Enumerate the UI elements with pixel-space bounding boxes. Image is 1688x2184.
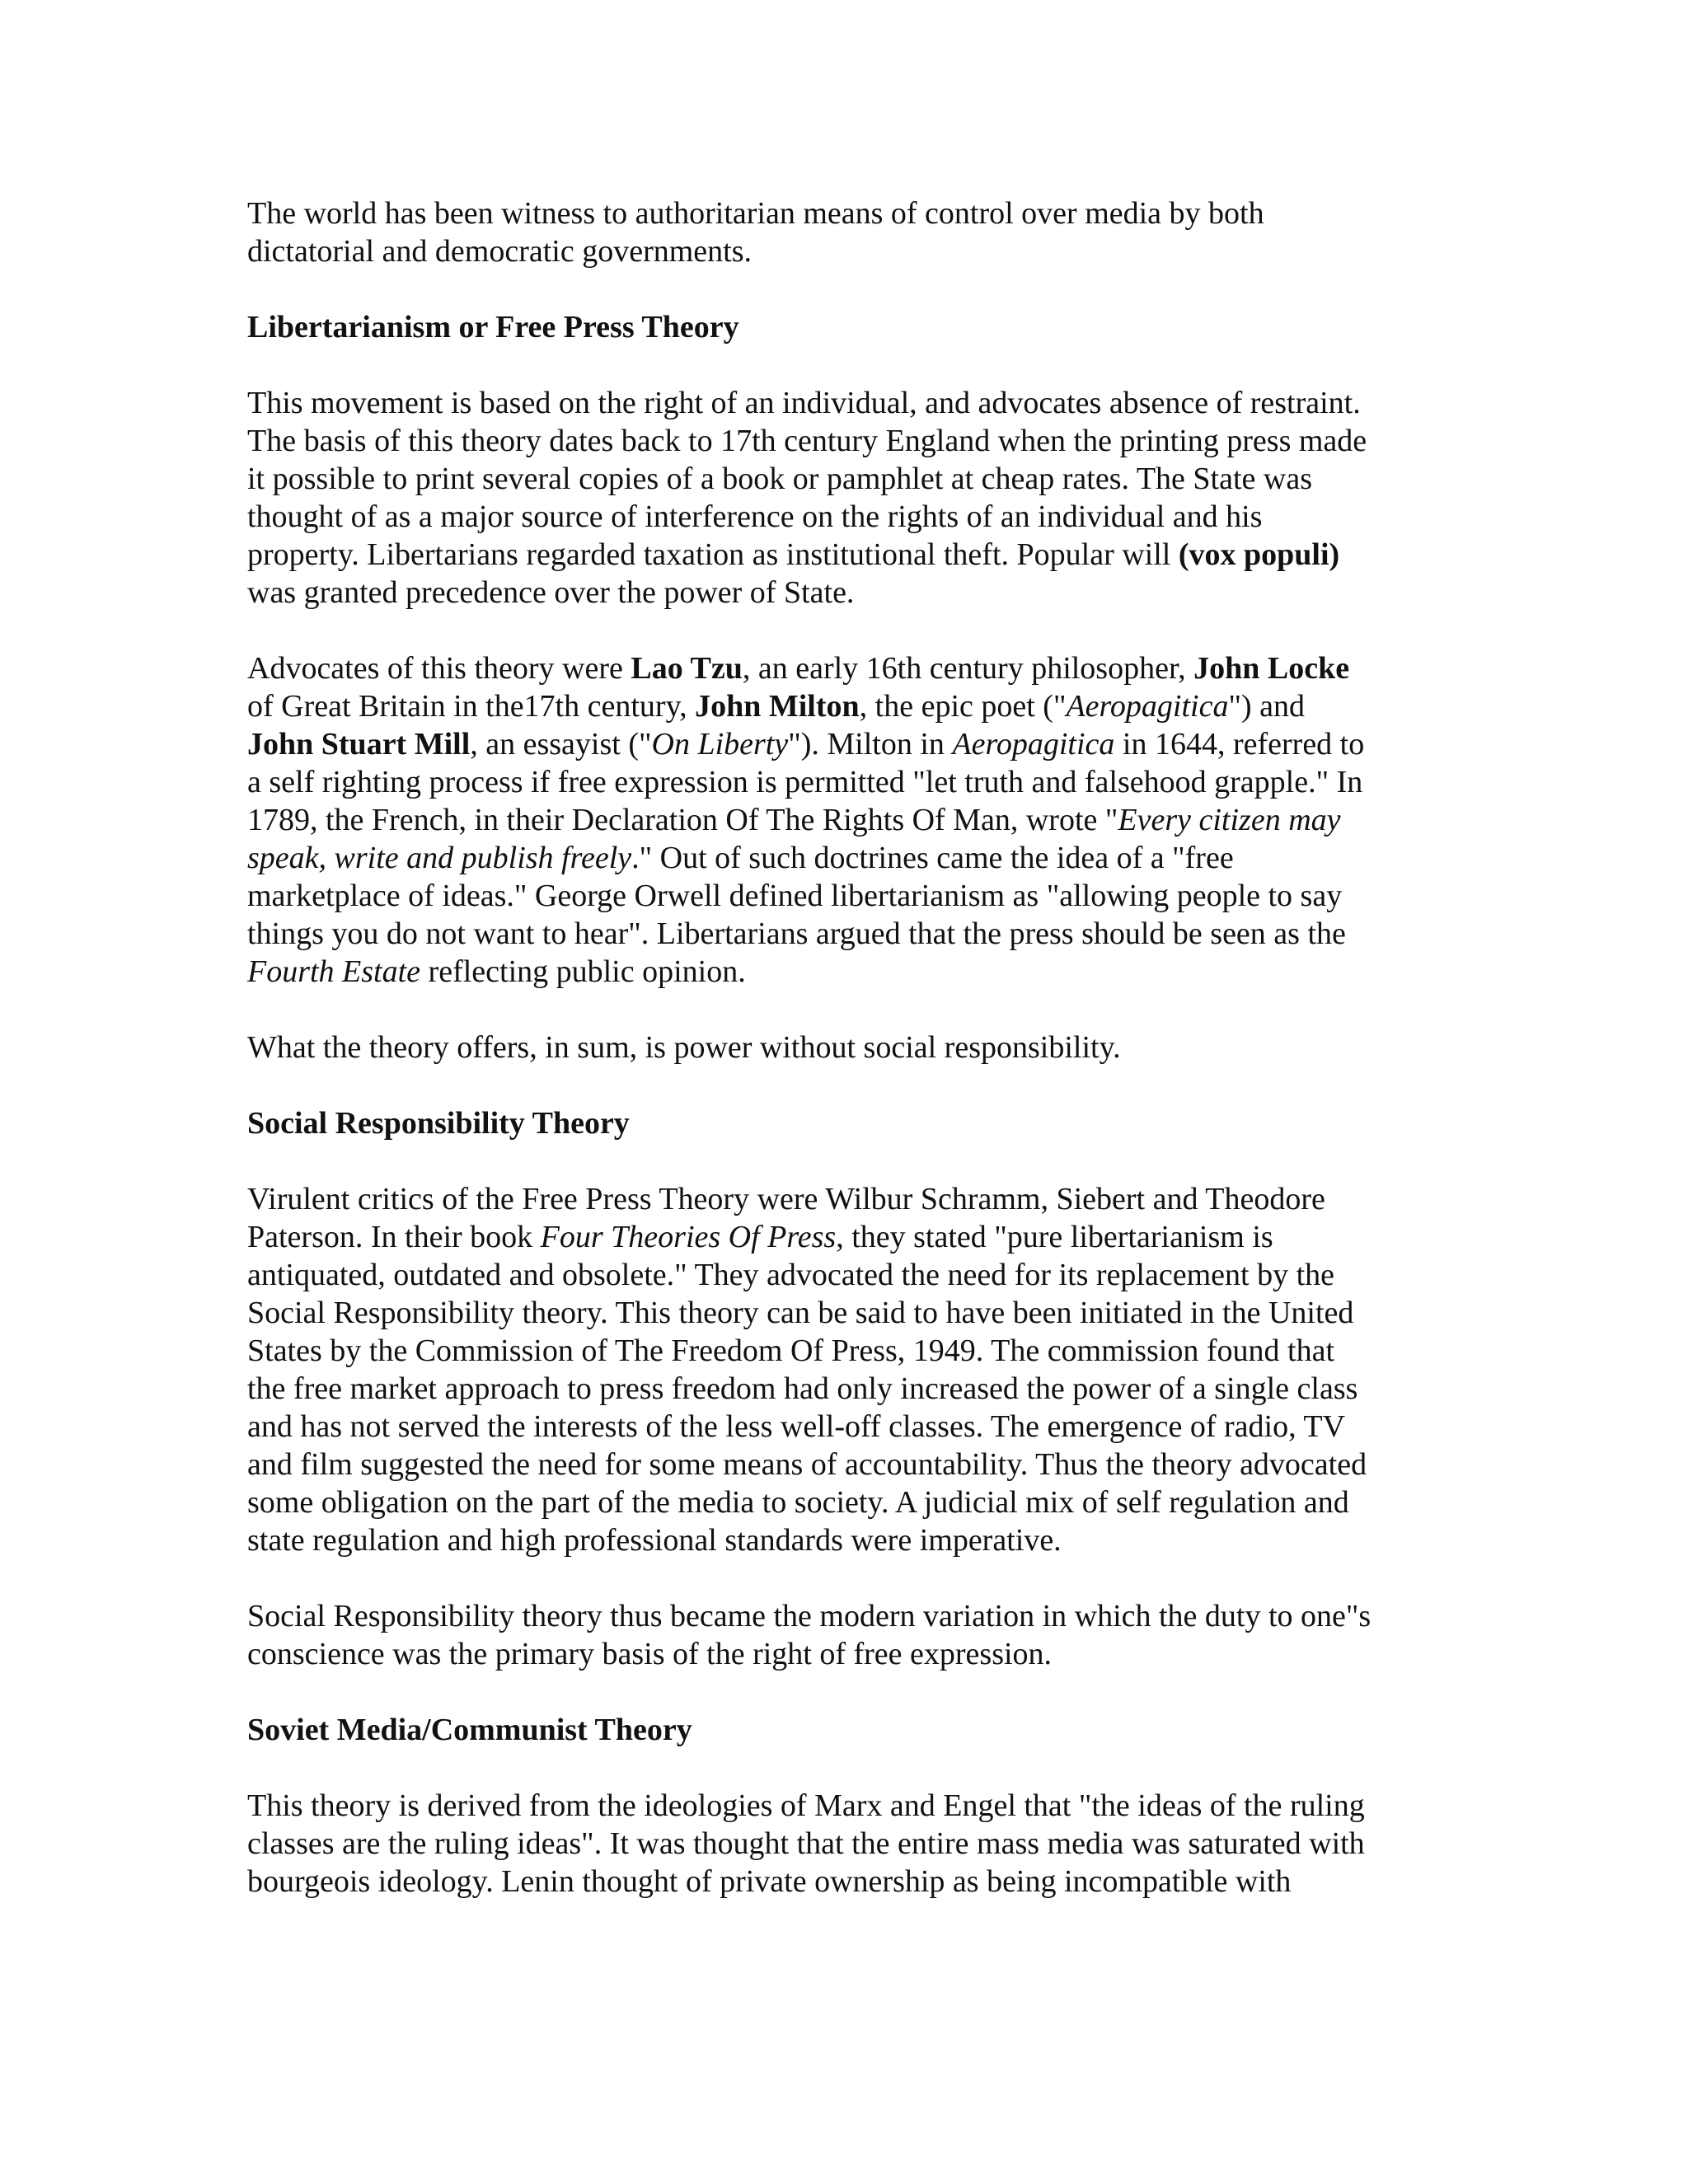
text-line: things you do not want to hear". Libertarians argued that the press should be seen as the: [247, 916, 1346, 951]
text-span: "). Milton in: [788, 727, 953, 762]
title-aeropagitica: Aeropagitica: [1066, 689, 1229, 724]
text-line: [247, 536, 1442, 574]
soviet-paragraph-1: [247, 1787, 1442, 1900]
text-line: thought of as a major source of interference on the rights of an individual and his: [247, 499, 1263, 534]
text-line: state regulation and high professional standards were imperative.: [247, 1523, 1062, 1558]
social-heading: Social Responsibility Theory: [247, 1106, 630, 1141]
title-four-theories: Four Theories Of Press: [540, 1220, 837, 1254]
text-line: What the theory offers, in sum, is power without social responsibility.: [247, 1030, 1121, 1065]
text-span: ." Out of such doctrines came the idea of a "free: [631, 841, 1234, 875]
text-line: conscience was the primary basis of the right of free expression.: [247, 1637, 1053, 1671]
libertarian-heading: Libertarianism or Free Press Theory: [247, 310, 739, 344]
text-span: Advocates of this theory were: [247, 651, 631, 686]
text-line: dictatorial and democratic governments.: [247, 234, 752, 269]
text-line: [247, 725, 1442, 763]
name-lao-tzu: Lao Tzu: [631, 651, 743, 686]
libertarian-paragraph-1: [247, 384, 1442, 612]
title-aeropagitica: Aeropagitica: [952, 727, 1115, 762]
text-line: it possible to print several copies of a book or pamphlet at cheap rates. The State was: [247, 462, 1312, 496]
name-john-locke: John Locke: [1193, 651, 1350, 686]
text-line: some obligation on the part of the media to society. A judicial mix of self regulation and: [247, 1485, 1349, 1520]
text-line: [247, 687, 1442, 725]
text-line: [247, 801, 1442, 839]
title-on-liberty: On Liberty: [651, 727, 789, 762]
text-line: The world has been witness to authoritarian means of control over media by both: [247, 196, 1264, 231]
text-line: This theory is derived from the ideologies of Marx and Engel that "the ideas of the ruling: [247, 1788, 1365, 1823]
document-page: [247, 194, 1442, 1938]
text-line: Social Responsibility theory thus became the modern variation in which the duty to one"s: [247, 1599, 1372, 1633]
text-line: and film suggested the need for some means of accountability. Thus the theory advocated: [247, 1447, 1367, 1482]
vox-populi: (vox populi): [1178, 537, 1340, 572]
text-span: Paterson. In their book: [247, 1220, 541, 1254]
name-john-milton: John Milton: [695, 689, 860, 724]
social-paragraph-2: [247, 1597, 1442, 1673]
intro-paragraph: [247, 194, 1442, 270]
text-span: , an essayist (": [470, 727, 652, 762]
text-line: classes are the ruling ideas". It was thought that the entire mass media was saturated with: [247, 1826, 1365, 1861]
text-span: , an early 16th century philosopher,: [742, 651, 1194, 686]
text-line: bourgeois ideology. Lenin thought of private ownership as being incompatible with: [247, 1864, 1292, 1899]
text-line: [247, 1218, 1442, 1256]
text-line: Virulent critics of the Free Press Theory were Wilbur Schramm, Siebert and Theodore: [247, 1182, 1325, 1216]
libertarian-paragraph-3: [247, 1029, 1442, 1066]
text-line: [247, 953, 1442, 991]
text-line: the free market approach to press freedom had only increased the power of a single class: [247, 1371, 1358, 1406]
text-span: 1789, the French, in their Declaration Of The Rights Of Man, wrote ": [247, 803, 1118, 837]
text-span: reflecting public opinion.: [420, 954, 746, 989]
text-line: States by the Commission of The Freedom Of Press, 1949. The commission found that: [247, 1333, 1334, 1368]
text-line: [247, 839, 1442, 877]
libertarian-paragraph-2: [247, 649, 1442, 991]
text-line: antiquated, outdated and obsolete." They advocated the need for its replacement by the: [247, 1258, 1334, 1292]
name-john-stuart-mill: John Stuart Mill: [247, 727, 471, 762]
quote-speak-write: speak, write and publish freely: [247, 841, 632, 875]
social-paragraph-1: [247, 1180, 1442, 1559]
soviet-heading: Soviet Media/Communist Theory: [247, 1713, 692, 1747]
text-line: Social Responsibility theory. This theory can be said to have been initiated in the United: [247, 1296, 1354, 1330]
text-line: was granted precedence over the power of State.: [247, 575, 855, 610]
term-fourth-estate: Fourth Estate: [247, 954, 421, 989]
text-span: ") and: [1228, 689, 1306, 724]
text-line: This movement is based on the right of an individual, and advocates absence of restraint.: [247, 386, 1361, 420]
text-span: property. Libertarians regarded taxation as institutional theft. Popular will: [247, 537, 1179, 572]
text-span: in 1644, referred to: [1114, 727, 1365, 762]
text-span: of Great Britain in the17th century,: [247, 689, 696, 724]
text-line: and has not served the interests of the less well-off classes. The emergence of radio, TV: [247, 1409, 1346, 1444]
text-line: a self righting process if free expression is permitted "let truth and falsehood grapple." In: [247, 765, 1363, 799]
text-line: The basis of this theory dates back to 17th century England when the printing press made: [247, 424, 1367, 458]
text-span: , the epic poet (": [859, 689, 1067, 724]
text-line: marketplace of ideas." George Orwell defined libertarianism as "allowing people to say: [247, 879, 1343, 913]
text-line: [247, 649, 1442, 687]
text-span: , they stated "pure libertarianism is: [836, 1220, 1273, 1254]
quote-every-citizen: Every citizen may: [1118, 803, 1341, 837]
